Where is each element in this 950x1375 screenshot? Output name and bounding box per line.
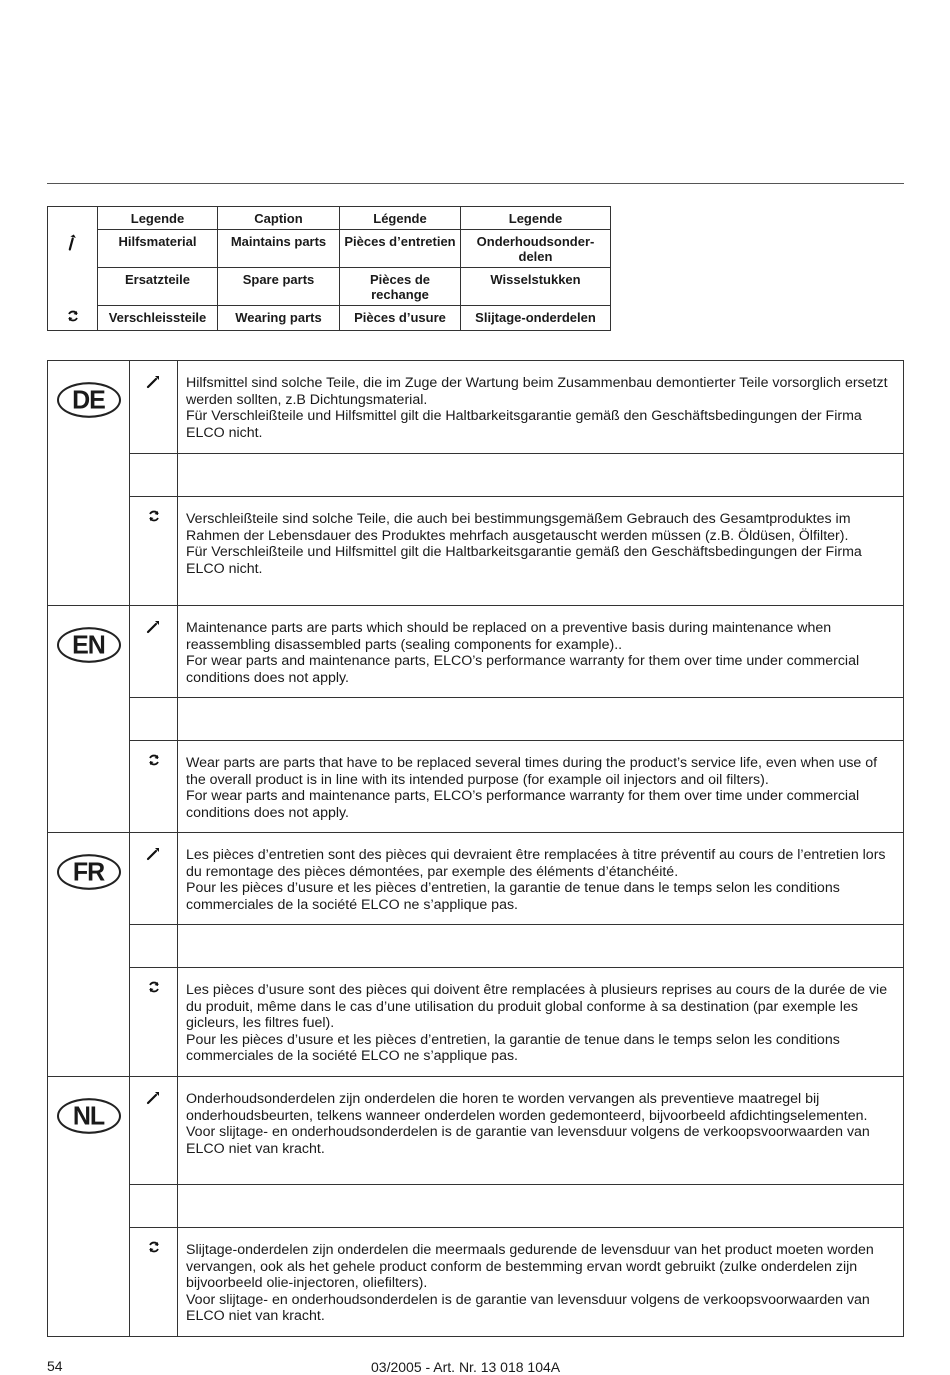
legend-header-nl: Legende [461,207,611,230]
section-row-maintenance [48,361,904,454]
legend-cell: Maintains parts [218,230,340,268]
paragraph: Les pièces d’entretien sont des pièces qui devraient être remplacées à titre préventif au cours de l’entretien lors du remontage des pièces démontées, par exemple des éléments d’étanchéité. [186,847,886,880]
icon-cell [130,454,178,497]
icon-cell [130,698,178,741]
legend-header-fr: Légende [340,207,461,230]
maintenance-text-de [178,361,904,454]
wrench-icon [146,1089,162,1109]
maintenance-text-fr [178,833,904,925]
section-row-wearing [48,497,904,606]
legend-icon-cell [48,230,98,268]
legend-icon-cell [48,268,98,306]
page-number: 54 [47,1358,63,1374]
icon-cell [130,1077,178,1185]
legend-cell: Verschleissteile [98,306,218,331]
paragraph: Slijtage-onderdelen zijn onderdelen die meermaals gedurende de levensduur van het product moeten worden vervangen, ook als het gehele product conform de bestemming ervan wordt gebruikt (zulke onderdelen zijn bijvoorbeeld olie-injectoren, oliefilters). [186,1242,874,1291]
language-badge-en: EN [57,627,121,663]
legend-cell: Pièces d’entretien [340,230,461,268]
paragraph: Voor slijtage- en onderhoudsonderdelen is de garantie van levensduur volgens de verkoopsvoorwaarden van ELCO niet van kracht. [186,1124,870,1157]
cycle-icon [66,309,80,327]
legend-corner [48,207,98,230]
paragraph: For wear parts and maintenance parts, ELCO’s performance warranty for them over time under commercial conditions does not apply. [186,653,860,686]
legend-cell: Slijtage-onderdelen [461,306,611,331]
paragraph: Maintenance parts are parts which should be replaced on a preventive basis during maintenance when reassembling disassembled parts (sealing components for example).. [186,620,832,653]
wearing-text-fr [178,968,904,1077]
icon-cell [130,361,178,454]
icon-cell [130,1185,178,1228]
paragraph: Für Verschleißteile und Hilfsmittel gilt die Haltbarkeitsgarantie gemäß den Geschäftsbedingungen der Firma ELCO nicht. [186,408,862,441]
wrench-icon [146,618,162,638]
section-row-spare [48,454,904,497]
section-row-wearing [48,968,904,1077]
paragraph: Pour les pièces d’usure et les pièces d’entretien, la garantie de tenue dans le temps selon les conditions commerciales de la société ELCO ne s’applique pas. [186,880,840,913]
paragraph: Verschleißteile sind solche Teile, die auch bei bestimmungsgemäßem Gebrauch des Gesamtproduktes im Rahmen der Lebensdauer des Produktes mehrfach ausgetauscht werden müssen (z.B. Öldüsen, Ölfilter). [186,511,851,544]
section-row-spare [48,1185,904,1228]
section-row-wearing [48,741,904,833]
legend-icon-cell [48,306,98,331]
legend-row-wearing [48,306,611,331]
legend-header-en: Caption [218,207,340,230]
legend-cell: Onderhoudsonder-delen [461,230,611,268]
paragraph: Voor slijtage- en onderhoudsonderdelen is de garantie van levensduur volgens de verkoopsvoorwaarden van ELCO niet van kracht. [186,1291,870,1324]
cycle-icon [147,1240,161,1258]
paragraph: Wear parts are parts that have to be replaced several times during the product’s service life, even when use of the overall product is in line with its intended purpose (for example oil injectors and oil filters). [186,755,878,788]
language-badge-nl: NL [57,1098,121,1134]
lang-cell-de [48,361,130,606]
paragraph: Onderhoudsonderdelen zijn onderdelen die horen te worden vervangen als preventieve maatregel bij onderhoudsbeurten, telkens wanneer onderdelen worden gedemonteerd, bijvoorbeeld afdichtingselementen. [186,1091,868,1124]
legend-cell: Wearing parts [218,306,340,331]
icon-cell [130,968,178,1077]
legend-cell: Pièces de rechange [340,268,461,306]
lang-cell-fr [48,833,130,1077]
paragraph: Les pièces d’usure sont des pièces qui doivent être remplacées à plusieurs reprises au cours de la durée de vie du produit, même dans le cas d’une utilisation du produit global conforme à sa destination (par exemple les gicleurs, les filtres fuel). [186,982,888,1031]
icon-cell [130,1228,178,1337]
paragraph: Für Verschleißteile und Hilfsmittel gilt die Haltbarkeitsgarantie gemäß den Geschäftsbedingungen der Firma ELCO nicht. [186,544,862,577]
wrench-icon [146,373,162,393]
section-row-spare [48,925,904,968]
article-reference: 03/2005 - Art. Nr. 13 018 104A [371,1359,561,1375]
spare-text-de [178,454,904,497]
wearing-text-en [178,741,904,833]
icon-cell [130,925,178,968]
language-sections-table [47,360,904,1337]
cycle-icon [147,753,161,771]
section-row-maintenance [48,1077,904,1185]
wearing-text-de [178,497,904,606]
lang-cell-nl [48,1077,130,1337]
lang-cell-en [48,606,130,833]
legend-header-de: Legende [98,207,218,230]
legend-row-maintenance [48,230,611,268]
legend-cell: Hilfsmaterial [98,230,218,268]
spare-text-nl [178,1185,904,1228]
icon-cell [130,833,178,925]
wearing-text-nl [178,1228,904,1337]
legend-row-spare [48,268,611,306]
language-badge-fr: FR [57,854,121,890]
language-badge-de: DE [57,382,121,418]
legend-cell: Spare parts [218,268,340,306]
section-row-spare [48,698,904,741]
top-divider [47,183,904,184]
paragraph: Hilfsmittel sind solche Teile, die im Zuge der Wartung beim Zusammenbau demontierter Teile vorsorglich ersetzt werden sollten, z.B Dichtungsmaterial. [186,375,888,408]
legend-table [47,206,611,331]
section-row-maintenance [48,606,904,698]
wrench-icon [146,845,162,865]
section-row-wearing [48,1228,904,1337]
legend-cell: Wisselstukken [461,268,611,306]
maintenance-text-en [178,606,904,698]
legend-header-row [48,207,611,230]
wrench-icon [61,230,85,255]
cycle-icon [147,980,161,998]
maintenance-text-nl [178,1077,904,1185]
icon-cell [130,497,178,606]
legend-cell: Ersatzteile [98,268,218,306]
spare-text-en [178,698,904,741]
section-row-maintenance [48,833,904,925]
spare-text-fr [178,925,904,968]
legend-cell: Pièces d’usure [340,306,461,331]
cycle-icon [147,509,161,527]
icon-cell [130,741,178,833]
paragraph: Pour les pièces d’usure et les pièces d’entretien, la garantie de tenue dans le temps selon les conditions commerciales de la société ELCO ne s’applique pas. [186,1031,840,1064]
paragraph: For wear parts and maintenance parts, ELCO’s performance warranty for them over time under commercial conditions does not apply. [186,788,860,821]
icon-cell [130,606,178,698]
